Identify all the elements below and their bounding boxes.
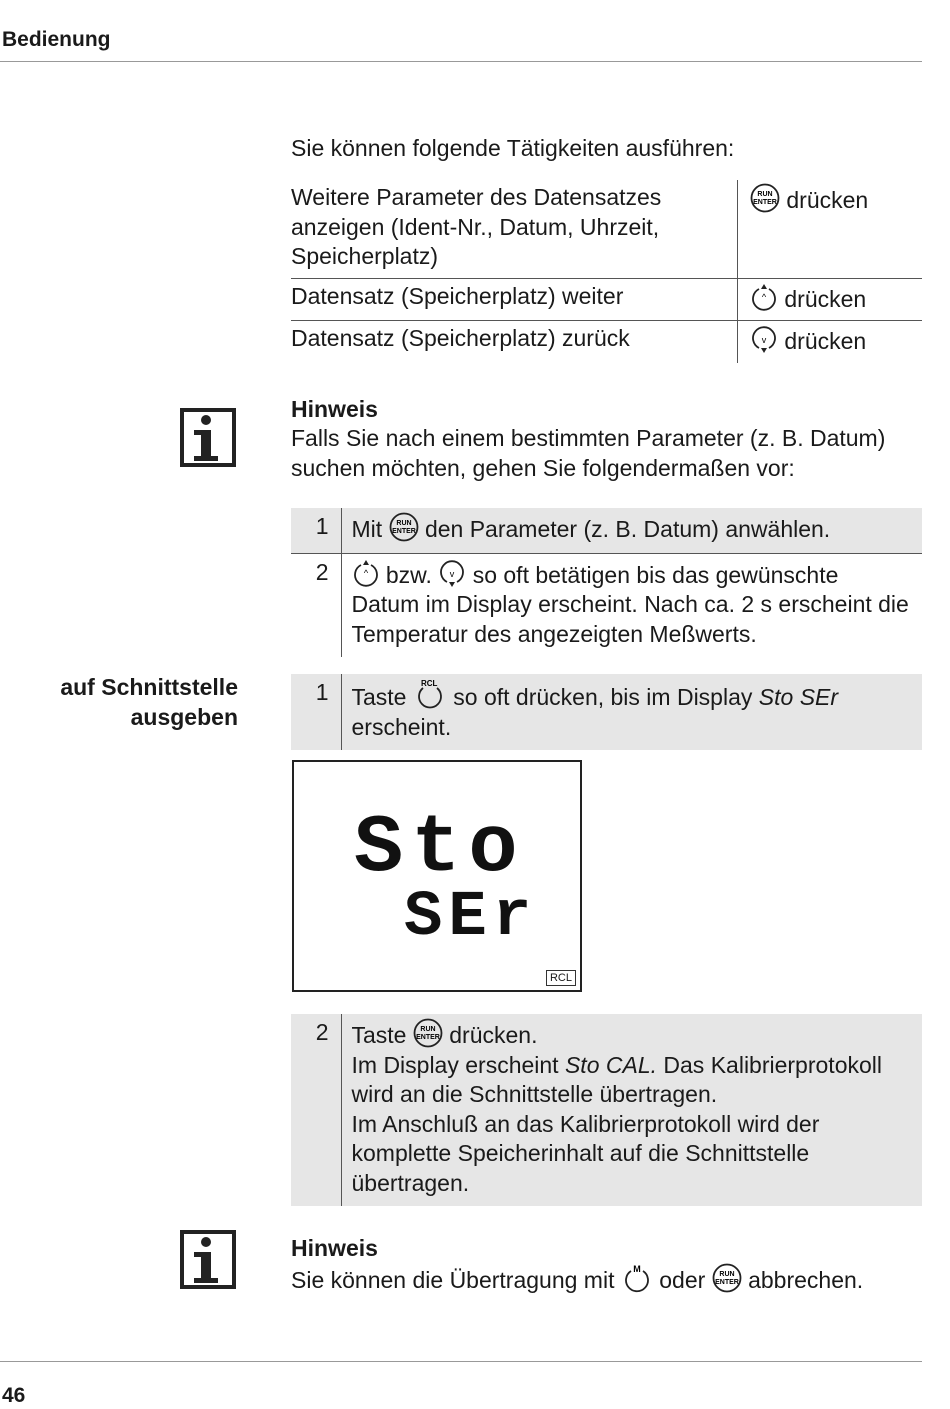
lcd-rcl-indicator: RCL	[546, 970, 576, 986]
step-text: erscheint.	[351, 713, 452, 740]
note2-title: Hinweis	[291, 1235, 378, 1261]
run-enter-key-icon	[712, 1263, 742, 1293]
step-line	[352, 1018, 913, 1051]
step-text: drücken.	[449, 1022, 538, 1048]
run-enter-key-icon	[750, 183, 780, 213]
enter-label: ENTER	[753, 199, 777, 206]
rcl-key-icon	[413, 678, 447, 710]
up-key-icon	[750, 282, 778, 312]
header-title: Bedienung	[2, 28, 111, 51]
footer-rule	[0, 1361, 922, 1362]
m-label: M	[633, 1264, 641, 1274]
lcd-line1: Sto	[354, 802, 526, 895]
step-body	[341, 508, 922, 553]
activity-key-action: drücken	[786, 187, 869, 213]
run-label: RUN	[395, 520, 412, 527]
display-text: Sto CAL.	[564, 1051, 658, 1078]
step-number: 2	[291, 1014, 341, 1206]
step-row	[291, 674, 922, 750]
activity-key	[738, 180, 923, 278]
run-label: RUN	[420, 1026, 436, 1033]
note2-text-pre: Sie können die Übertragung mit	[291, 1267, 615, 1293]
step-row	[291, 553, 922, 657]
step-text: Taste	[351, 684, 407, 710]
step-text: Im Display erscheint	[351, 1051, 559, 1078]
step-text: den Parameter (z. B. Datum) anwählen.	[424, 516, 831, 542]
step-body	[341, 553, 922, 657]
note1-text: Falls Sie nach einem bestimmten Parameter (z. B. Datum) suchen möchten, gehen Sie folgendermaßen vor:	[291, 425, 886, 481]
search-steps	[291, 508, 922, 657]
run-label: RUN	[757, 191, 773, 198]
step-body	[341, 1014, 922, 1206]
output-steps-2	[291, 1014, 922, 1206]
m-key-icon	[621, 1263, 653, 1293]
step-text: bzw.	[385, 561, 432, 588]
step-number: 1	[291, 508, 341, 553]
note2-text	[291, 1263, 922, 1296]
activity-key-action: drücken	[784, 328, 867, 354]
step-text: Mit	[351, 516, 383, 542]
step-text: so oft betätigen bis das gewünschte Datum im Display erscheint. Nach ca. 2 s erscheint die Temperatur des angezeigten Meßwerts.	[351, 561, 909, 647]
activity-key	[738, 321, 923, 363]
enter-label: ENTER	[391, 528, 416, 535]
activity-key-action: drücken	[784, 285, 867, 312]
step-row	[291, 508, 922, 553]
svg-text:^: ^	[363, 567, 368, 578]
step-row	[291, 1014, 922, 1206]
run-enter-key-icon	[389, 512, 419, 542]
section-label	[20, 673, 238, 732]
svg-text:v: v	[761, 335, 767, 345]
header-rule	[0, 61, 922, 62]
section-label-line2: ausgeben	[130, 703, 238, 730]
activity-key	[738, 278, 923, 321]
activity-action: Weitere Parameter des Datensatzes anzeigen (Ident-Nr., Datum, Uhrzeit, Speicherplatz)	[291, 184, 662, 269]
step-body	[341, 674, 922, 750]
activity-row	[291, 278, 922, 321]
activity-action: Datensatz (Speicherplatz) weiter	[291, 278, 738, 321]
activity-row	[291, 321, 922, 363]
run-enter-key-icon	[413, 1018, 443, 1048]
down-key-icon	[438, 558, 466, 588]
step-text: so oft drücken, bis im Display	[453, 684, 753, 710]
step-number: 1	[291, 674, 341, 750]
svg-text:^: ^	[761, 291, 767, 302]
enter-label: ENTER	[714, 1279, 739, 1286]
section-label-line1: auf Schnittstelle	[60, 674, 238, 700]
lcd-line2: SEr	[404, 882, 538, 954]
intro-text: Sie können folgende Tätigkeiten ausführen:	[291, 135, 735, 161]
note2-text-post: abbrechen.	[748, 1267, 864, 1293]
run-label: RUN	[719, 1271, 735, 1278]
step-text: Taste	[351, 1022, 407, 1048]
note1-title: Hinweis	[291, 396, 378, 422]
step-number: 2	[291, 553, 341, 657]
svg-text:v: v	[450, 568, 455, 579]
info-icon	[178, 406, 238, 468]
enter-label: ENTER	[416, 1034, 440, 1041]
activity-row	[291, 180, 922, 278]
page-number: 46	[2, 1384, 26, 1407]
display-text: Sto SEr	[758, 684, 839, 710]
step-text: Das Kalibrierprotokoll wird an die Schnittstelle übertragen.	[351, 1051, 882, 1107]
note2-text-mid: oder	[659, 1267, 706, 1293]
info-icon	[178, 1228, 238, 1290]
lcd-display	[292, 760, 582, 992]
step-line: Im Anschluß an das Kalibrierprotokoll wird der komplette Speicherinhalt auf die Schnittstelle übertragen.	[351, 1110, 820, 1196]
down-key-icon	[750, 324, 778, 354]
rcl-label: RCL	[420, 679, 438, 688]
activities-table	[291, 180, 922, 363]
step-line	[352, 1051, 913, 1110]
activity-action: Datensatz (Speicherplatz) zurück	[291, 321, 738, 363]
up-key-icon	[352, 558, 380, 588]
output-steps-1	[291, 674, 922, 750]
